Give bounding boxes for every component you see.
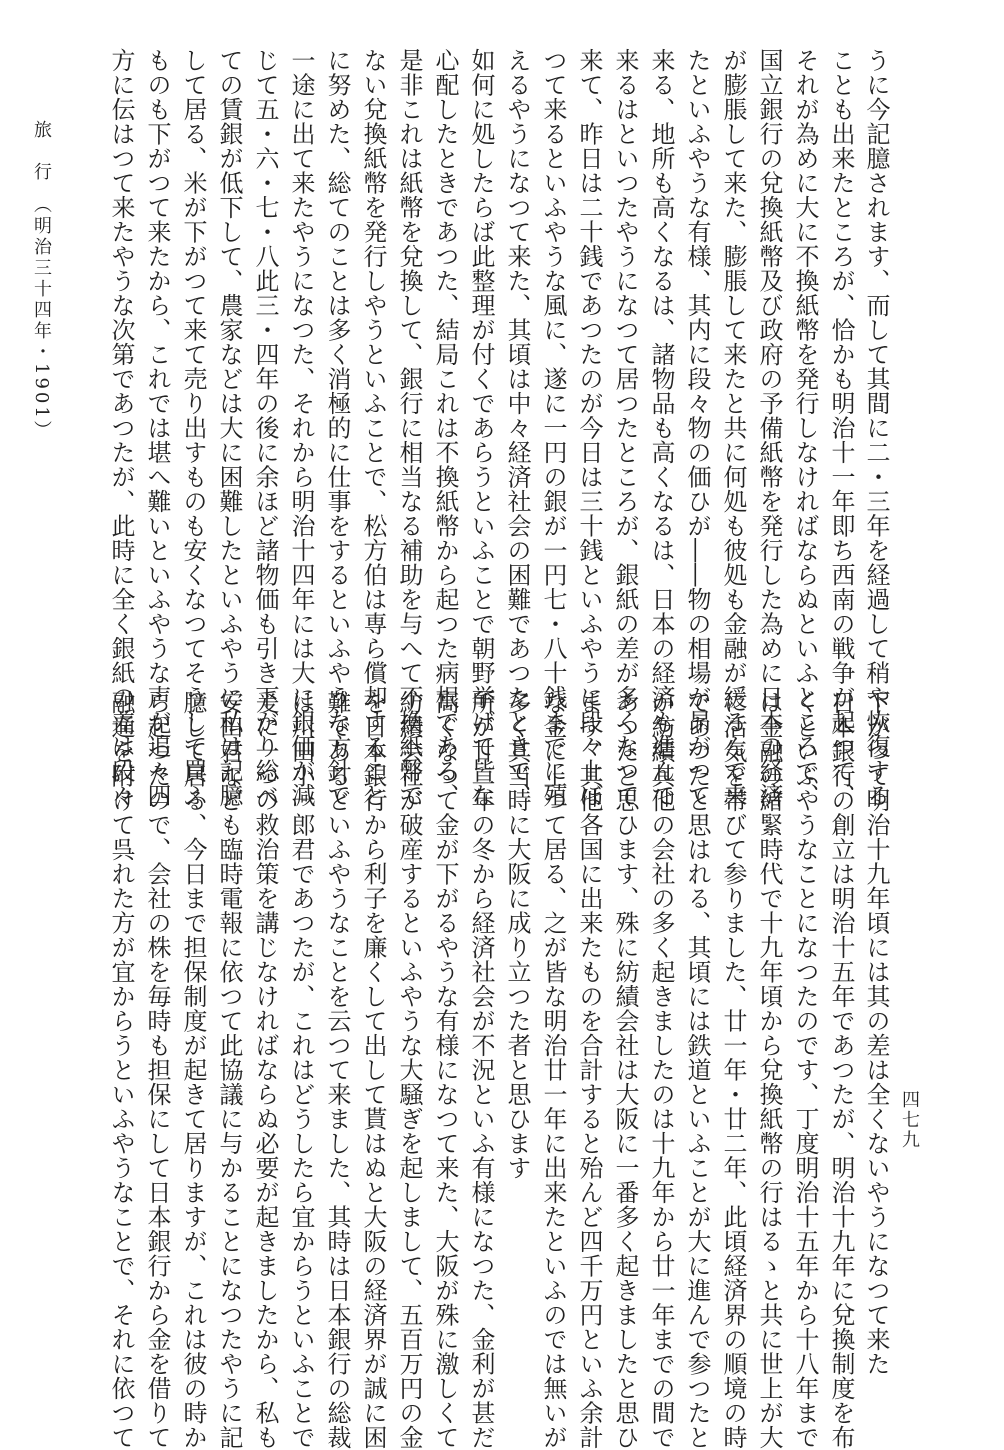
text-column: な金に上つて居る、之が皆な明治廿一年に出来たといふのでは無いが [539, 690, 567, 1450]
text-column: 来るはといつたやうになつて居つたところが、銀紙の差が多くなつて [611, 48, 639, 808]
text-column: 来る、地所も高くなるは、諸物品も高くなるは、日本の経済も進んで [647, 48, 675, 808]
text-column: あつたと思ひます、殊に紡績会社は大阪に一番多く起きましたと思ひ [611, 690, 639, 1450]
text-column: 多く其当時に大阪に成り立つた者と思ひます [503, 690, 531, 1180]
text-column: ことも出来たところが、恰かも明治十一年即ち西南の戦争が起つて、 [827, 48, 855, 808]
text-column: それが為めに大に不換紙幣を発行しなければならぬといふところで、 [791, 48, 819, 808]
text-column: 融通を附けて呉れた方が宜からうといふやうなことで、それに依つて [107, 690, 135, 1450]
text-column: えるやうになつて来た、其頃は中々経済社会の困難であつたときで、 [503, 48, 531, 808]
text-column: 高くなつて金が下がるやうな有様になつて来た、大阪が殊に激しくて [431, 690, 459, 1450]
text-column: 如何に処したらば此整理が付くであらうといふことで朝野挙げて皆な [467, 48, 495, 808]
text-column: は川田小一郎君であつたが、これはどうしたら宜からうといふことで [287, 690, 315, 1450]
text-column: 所が廿二年の冬から経済社会が不況といふ有様になつた、金利が甚だ [467, 690, 495, 1450]
text-column: 紡績会社が破産するといふやうな大騒ぎを起しまして、五百万円の金 [395, 690, 423, 1450]
text-column: たといふやうな有様、其内に段々物の価ひが――物の相場が昂がつて [683, 48, 711, 808]
text-column: 国立銀行の兌換紙幣及び政府の予備紙幣を発行した為めに日本の経済 [755, 48, 783, 808]
text-column: か紡績其他の会社の多く起きましたのは十九年から廿一年までの間で [647, 690, 675, 1450]
text-column: 是非これは紙幣を兌換して、銀行に相当なる補助を与へて不換紙幣で [395, 48, 423, 808]
text-column: ない兌換紙幣を発行しやうといふことで、松方伯は専ら償却すること [359, 48, 387, 808]
text-column: うに今記臆されます、而して其間に二・三年を経過して稍や恢復する [862, 48, 890, 808]
text-column: ら起つたので、会社の株を毎時も担保にして日本銀行から金を借りて [143, 690, 171, 1450]
text-column: 安田君なども臨時電報に依つて此協議に与かることになつたやうに記 [215, 690, 243, 1450]
text-column: 下がつて明治十九年頃には其の差は全くないやうになつて来た [862, 690, 890, 1376]
text-column: は金融の緒緊時代で十九年頃から兌換紙幣の行はるゝと共に世上が大 [755, 690, 783, 1450]
text-column: じて五・六・七・八此三・四年の後に余ほど諸物価も引き下がり総べ [251, 48, 279, 808]
text-column: 方に伝はつて来たやうな次第であつたが、此時に全く銀紙の差は段々 [107, 48, 135, 808]
text-column: 爰に一つの救治策を講じなければならぬ必要が起きましたから、私も [251, 690, 279, 1450]
text-column: 日本銀行の創立は明治十五年であつたが、明治十九年に兌換制度を布 [827, 690, 855, 1450]
text-column: に努めた、総てのことは多く消極的に仕事をするといふやうな方針で [323, 48, 351, 808]
text-column: 心配したときであつた、結局これは不換紙幣から起つた病根である、 [431, 48, 459, 808]
text-column: 来て、昨日は二十銭であつたのが今日は三十銭といふやうに段々上ぼ [575, 48, 603, 808]
text-column: ます、其他各国に出来たものを合計すると殆んど四千万円といふ余計 [575, 690, 603, 1450]
text-column: ものも下がつて来たから、これでは堪へ難いといふやうな声が追々四 [143, 48, 171, 808]
text-column: して居る、米が下がつて来て売り出すものも安くなつてそうして買ふ [179, 48, 207, 808]
text-column: ての賃銀が低下して、農家などは大に困難したといふやうに私は記臆 [215, 48, 243, 808]
text-column: を日本銀行から利子を廉くして出して貰はぬと大阪の経済界が誠に困 [359, 690, 387, 1450]
text-column: であつたと思はれる、其頃には鉄道といふことが大に進んで参つたと [683, 690, 711, 1450]
text-column: 臆して居る、今日まで担保制度が起きて居りますが、これは彼の時か [179, 690, 207, 1450]
text-column: 難であるといふやうなことを云つて来ました、其時は日本銀行の総裁 [323, 690, 351, 1450]
text-column: に活気を帯びて参りました、廿一年・廿二年、此頃経済界の順境の時 [719, 690, 747, 1450]
text-column: 一途に出て来たやうになつた、それから明治十四年には大に銀価が減 [287, 48, 315, 808]
text-column: つて来るといふやうな風に、遂に一円の銀が一円七・八十銭までに殖 [539, 48, 567, 808]
running-header: 旅 行 （明治三十四年・1901） [31, 120, 52, 442]
text-column: くといふやうなことになつたのです、丁度明治十五年から十八年まで [791, 690, 819, 1450]
text-column: が膨脹して来た、膨脹して来たと共に何処も彼処も金融が緩るんで来 [719, 48, 747, 808]
page-number: 四七九 [899, 1090, 920, 1150]
